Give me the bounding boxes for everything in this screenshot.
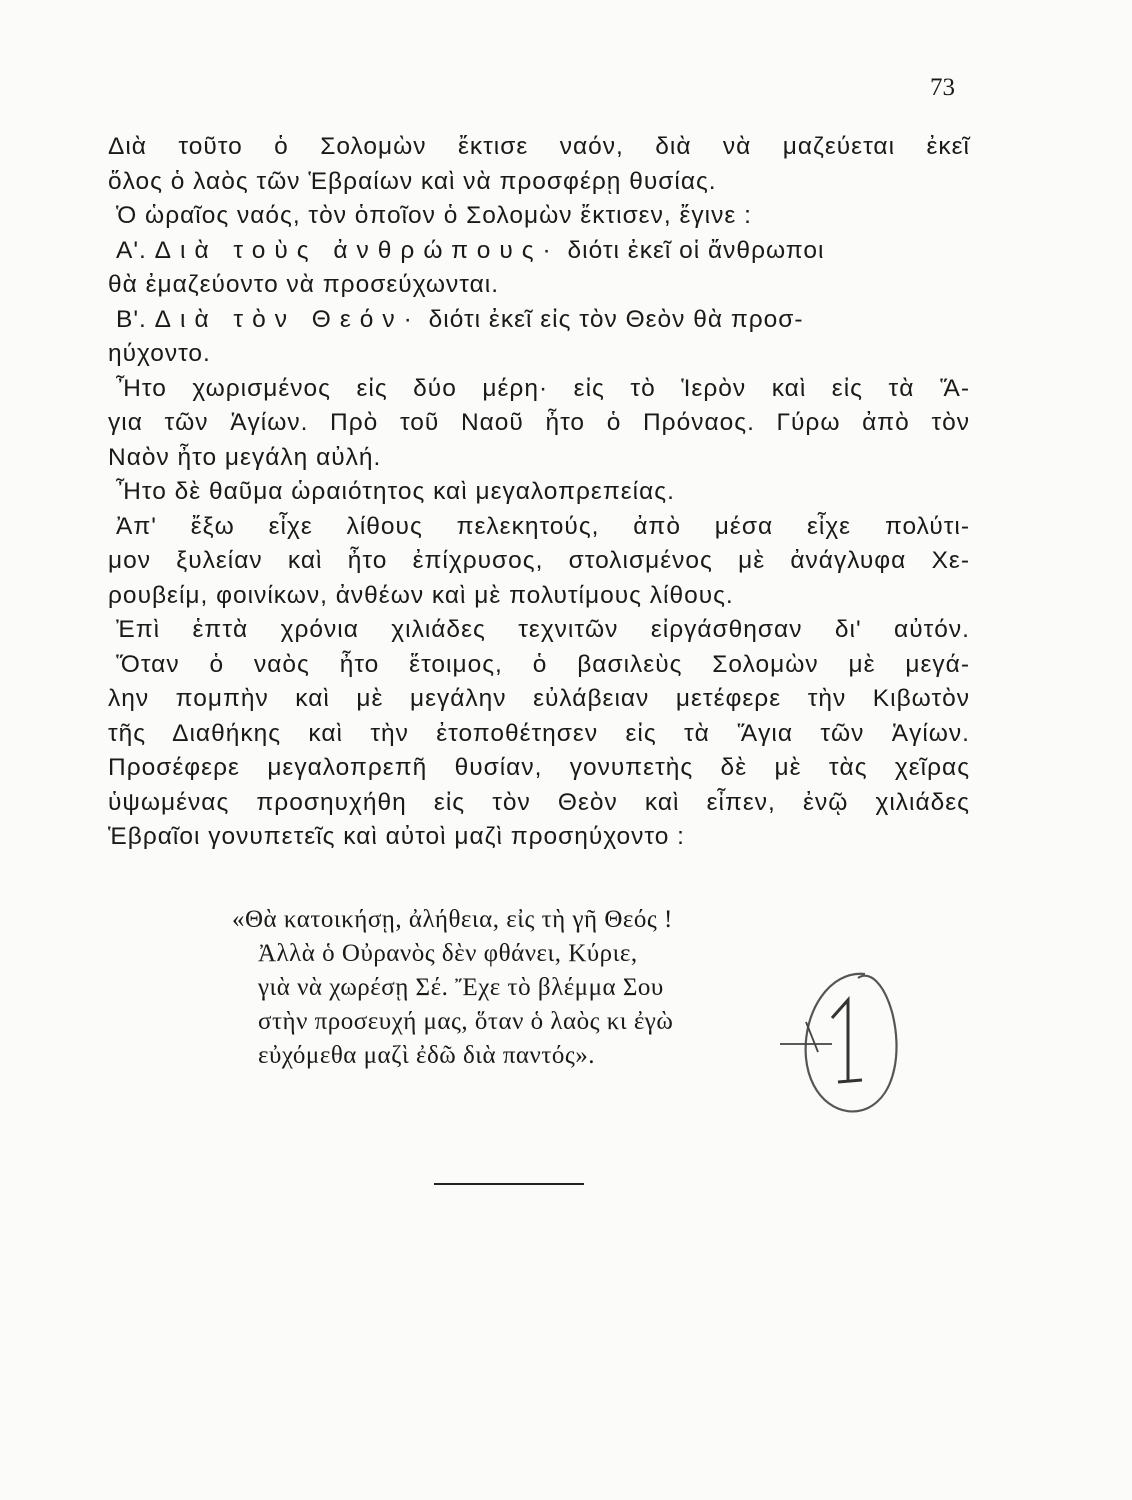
point-b-spaced: Διὰ τὸν Θεόν· [154, 305, 421, 333]
text-line: λην πομπὴν καὶ μὲ μεγάλην εὐλάβειαν μετέφερε τὴν Κιβωτὸν [108, 685, 970, 712]
text-line: Ἑβραῖοι γονυπετεῖς καὶ αὐτοὶ μαζὶ προσηύχοντο : [108, 823, 685, 850]
poem-line: «Θὰ κατοικήσῃ, ἀλήθεια, εἰς τὴ γῆ Θεός ! [232, 906, 673, 933]
poem-line: Ἀλλὰ ὁ Οὐρανὸς δὲν φθάνει, Κύριε, [258, 940, 638, 967]
text-line: ηύχοντο. [108, 340, 211, 367]
handwritten-mark [770, 960, 920, 1120]
text-line: Διὰ τοῦτο ὁ Σολομὼν ἔκτισε ναόν, διὰ νὰ μαζεύεται ἐκεῖ [108, 133, 970, 160]
text-line: ρουβείμ, φοινίκων, ἀνθέων καὶ μὲ πολυτίμους λίθους. [108, 581, 734, 609]
point-b-line [108, 303, 970, 338]
point-b-marker: Β'. [116, 305, 147, 333]
point-a-marker: Α'. [116, 236, 147, 264]
text-line: Ἦτο χωρισμένος εἰς δύο μέρη· εἰς τὸ Ἱερὸν καὶ εἰς τὰ Ἅ- [116, 374, 970, 402]
text-line: μον ξυλείαν καὶ ἦτο ἐπίχρυσος, στολισμένος μὲ ἀνάγλυφα Χε- [108, 547, 970, 574]
body-text [108, 130, 970, 855]
text-line: θὰ ἐμαζεύοντο νὰ προσεύχωνται. [108, 271, 500, 298]
point-a-spaced: Διὰ τοὺς ἀνθρώπους· [154, 236, 560, 264]
text-line: Προσέφερε μεγαλοπρεπῆ θυσίαν, γονυπετὴς δὲ μὲ τὰς χεῖρας [108, 754, 970, 781]
text-line: τῆς Διαθήκης καὶ τὴν ἐτοποθέτησεν εἰς τὰ Ἅγια τῶν Ἁγίων. [108, 719, 970, 747]
section-divider [434, 1183, 584, 1185]
text-line: ὅλος ὁ λαὸς τῶν Ἑβραίων καὶ νὰ προσφέρῃ θυσίας. [108, 167, 717, 195]
text-line: Ὁ ὡραῖος ναός, τὸν ὁποῖον ὁ Σολομὼν ἔκτισεν, ἔγινε : [116, 202, 752, 229]
point-a-rest: διότι ἐκεῖ οἱ ἄνθρωποι [567, 236, 825, 264]
poem-quote [232, 903, 792, 1073]
poem-line: στὴν προσευχή μας, ὅταν ὁ λαὸς κι ἐγὼ [258, 1008, 674, 1035]
text-line: Ναὸν ἦτο μεγάλη αὐλή. [108, 443, 382, 471]
poem-line: γιὰ νὰ χωρέσῃ Σέ. Ἔχε τὸ βλέμμα Σου [258, 974, 664, 1001]
text-line: Ὅταν ὁ ναὸς ἦτο ἕτοιμος, ὁ βασιλεὺς Σολομὼν μὲ μεγά- [116, 650, 970, 678]
text-line: Ἐπὶ ἑπτὰ χρόνια χιλιάδες τεχνιτῶν εἰργάσθησαν δι' αὐτόν. [116, 616, 970, 643]
point-a-line [108, 234, 970, 269]
poem-line: εὐχόμεθα μαζὶ ἐδῶ διὰ παντός». [258, 1042, 596, 1069]
point-b-rest: διότι ἐκεῖ εἰς τὸν Θεὸν θὰ προσ- [428, 305, 804, 333]
text-line: Ἀπ' ἔξω εἶχε λίθους πελεκητούς, ἀπὸ μέσα εἶχε πολύτι- [116, 512, 970, 540]
text-line: Ἦτο δὲ θαῦμα ὡραιότητος καὶ μεγαλοπρεπείας. [116, 478, 675, 505]
text-line: ὑψωμένας προσηυχήθη εἰς τὸν Θεὸν καὶ εἶπεν, ἐνῷ χιλιάδες [108, 788, 970, 816]
text-line: για τῶν Ἁγίων. Πρὸ τοῦ Ναοῦ ἦτο ὁ Πρόναος. Γύρω ἀπὸ τὸν [108, 409, 970, 436]
page-number: 73 [930, 74, 955, 101]
